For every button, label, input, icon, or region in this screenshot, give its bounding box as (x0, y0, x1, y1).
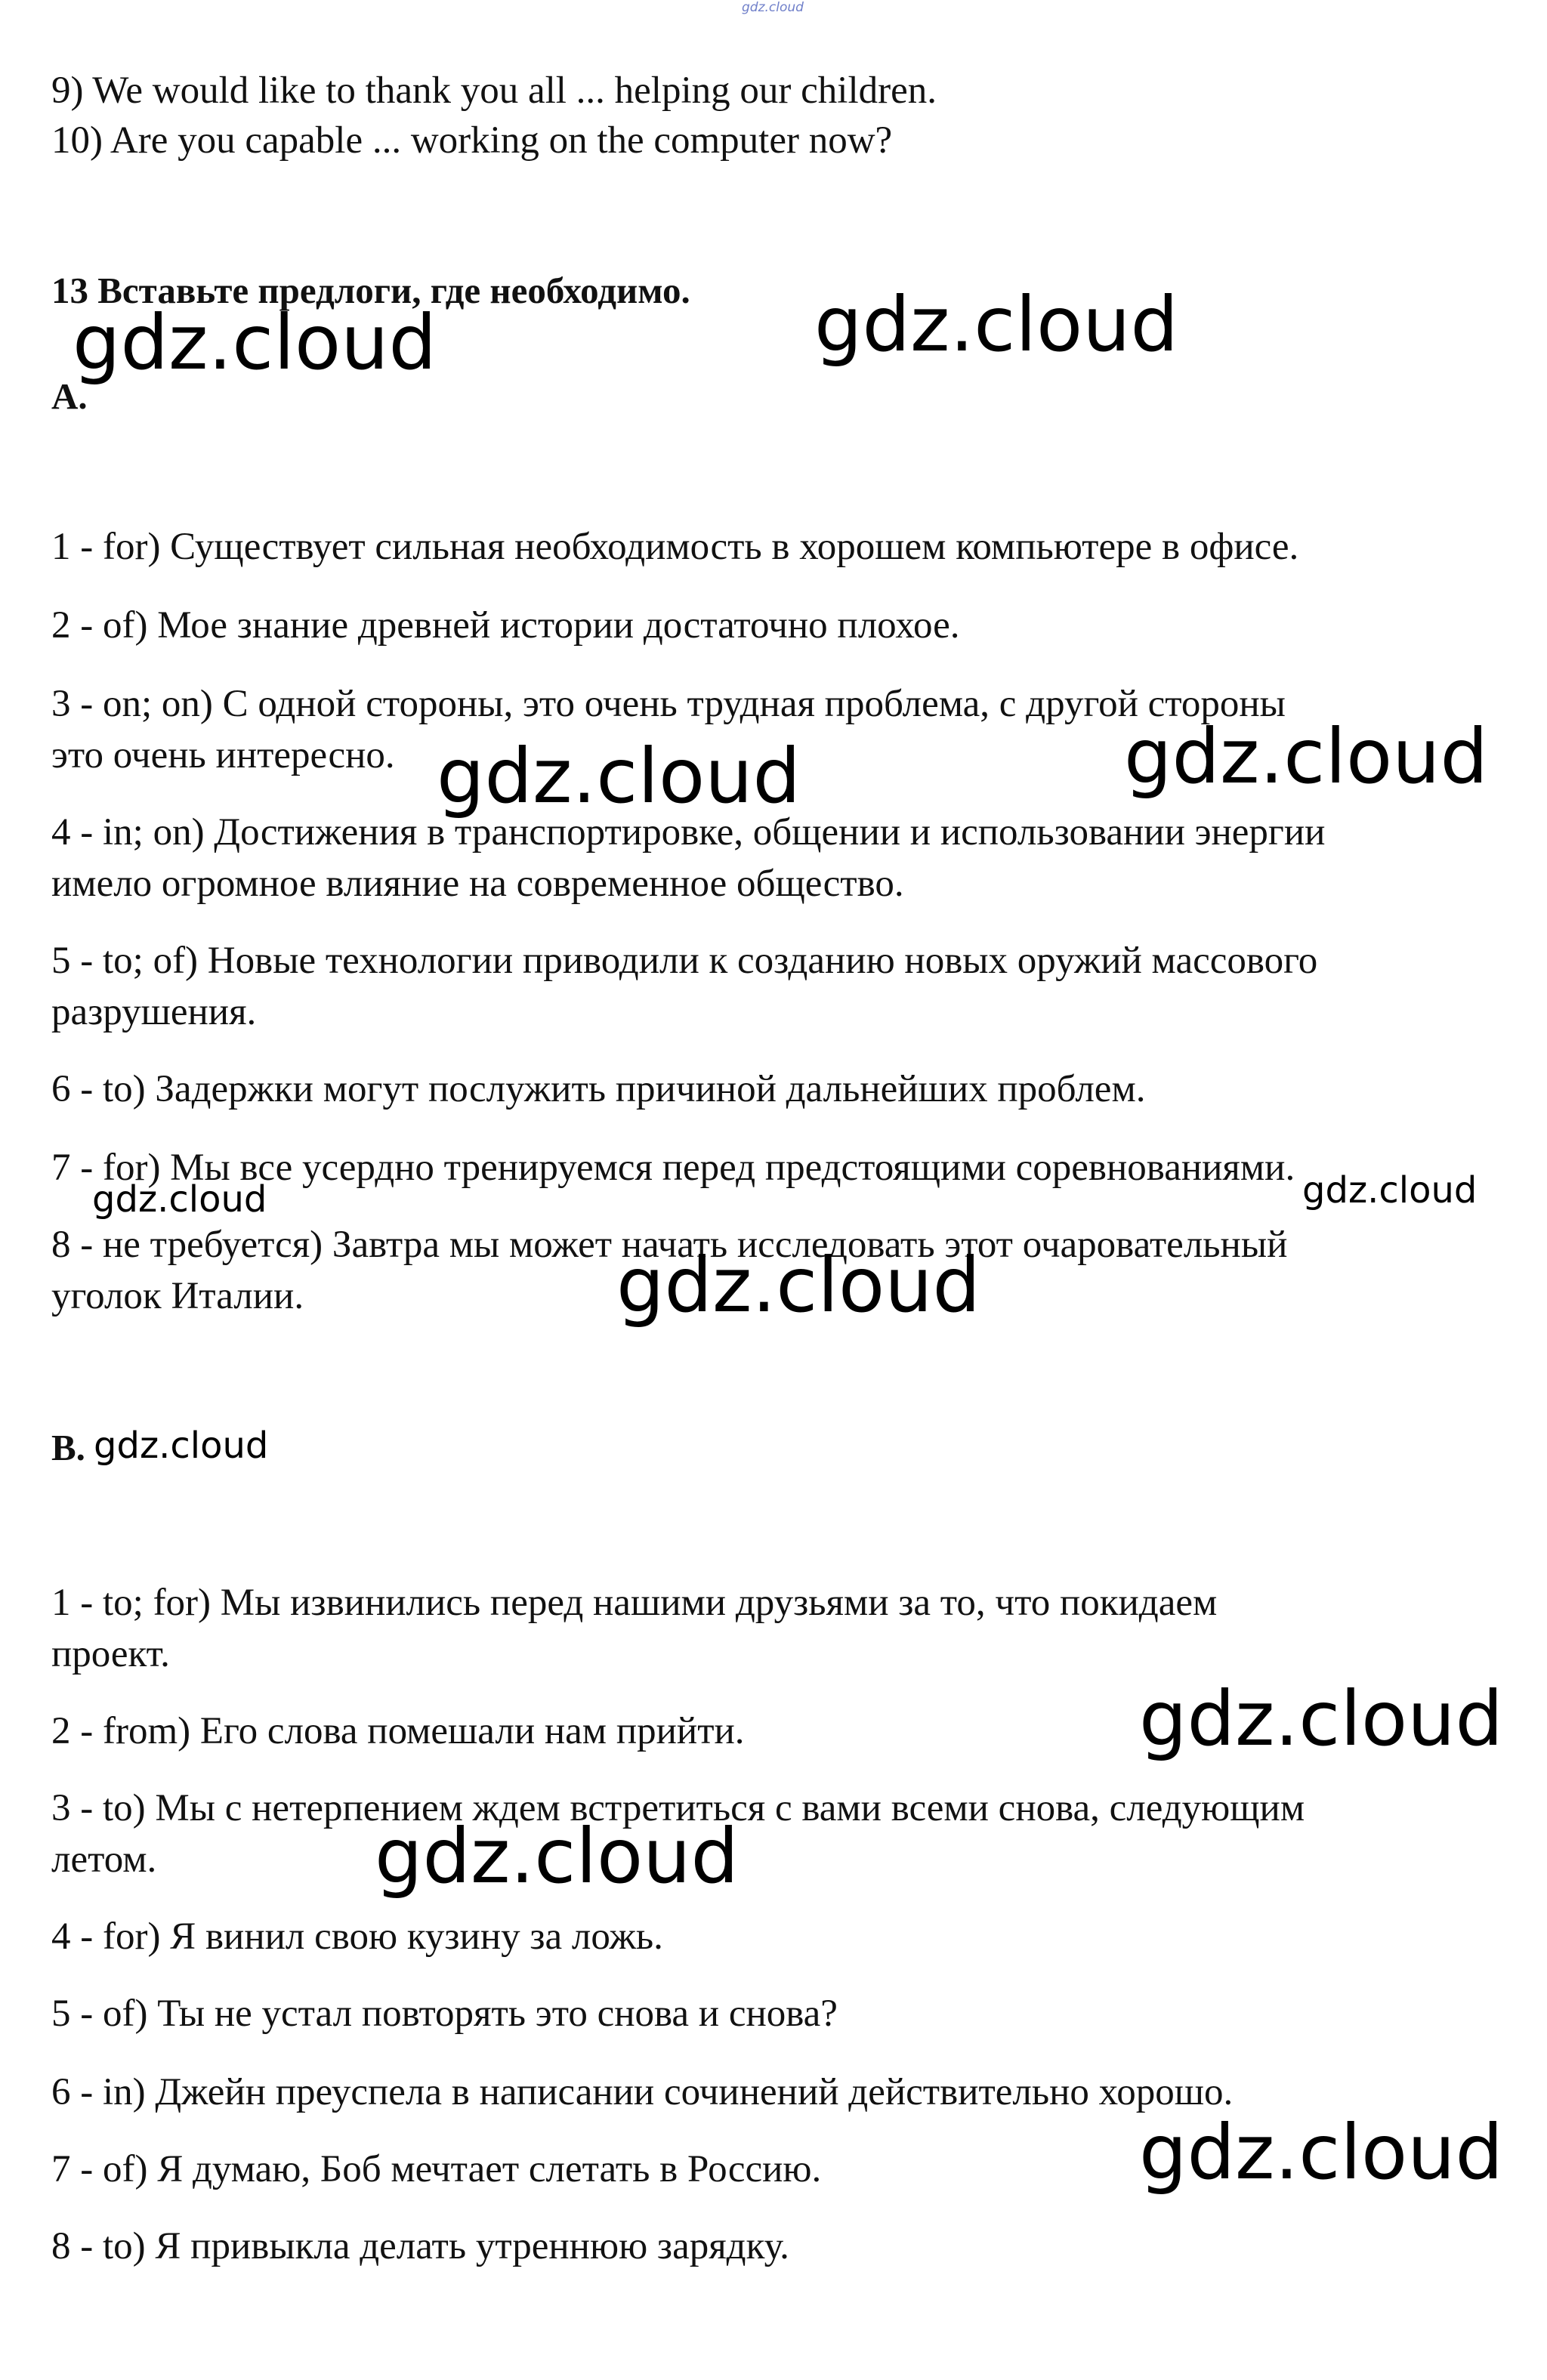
section-b-line: 1 - to; for) Мы извинились перед нашими друзьями за то, что покидаем (51, 1582, 1218, 1624)
section-a-line: 7 - for) Мы все усердно тренируемся перед предстоящими соревнованиями. (51, 1147, 1295, 1189)
exercise-title: 13 Вставьте предлоги, где необходимо. (51, 270, 690, 311)
section-a-line: это очень интересно. (51, 734, 395, 776)
watermark: gdz.cloud (1139, 2108, 1504, 2196)
section-a-line: имело огромное влияние на современное общество. (51, 863, 904, 905)
section-b-line: 5 - of) Ты не устал повторять это снова и снова? (51, 1993, 838, 2035)
section-a-line: 1 - for) Существует сильная необходимость в хорошем компьютере в офисе. (51, 526, 1299, 568)
section-a-line: разрушения. (51, 991, 257, 1033)
prev-item-10: 10) Are you capable ... working on the computer now? (51, 119, 893, 162)
section-b-line: 7 - of) Я думаю, Боб мечтает слетать в Россию. (51, 2148, 822, 2190)
section-a-label: A. (51, 375, 88, 417)
section-b-line: 2 - from) Его слова помешали нам прийти. (51, 1710, 745, 1752)
prev-item-9: 9) We would like to thank you all ... helping our children. (51, 69, 937, 112)
section-b-label: B. (51, 1427, 85, 1468)
top-watermark-stamp: gdz.cloud (742, 0, 804, 15)
section-b-line: 6 - in) Джейн преуспела в написании сочинений действительно хорошо. (51, 2071, 1234, 2113)
watermark: gdz.cloud (1124, 712, 1489, 801)
section-b-line: 8 - to) Я привыкла делать утреннюю зарядку. (51, 2225, 789, 2267)
section-a-line: 6 - to) Задержки могут послужить причиной дальнейших проблем. (51, 1068, 1146, 1110)
section-a-line: 2 - of) Мое знание древней истории достаточно плохое. (51, 604, 960, 647)
section-b-line: летом. (51, 1838, 157, 1881)
watermark: gdz.cloud (1302, 1169, 1478, 1212)
watermark: gdz.cloud (814, 280, 1179, 369)
watermark: gdz.cloud (94, 1425, 269, 1467)
watermark: gdz.cloud (616, 1241, 981, 1329)
section-b-line: 3 - to) Мы с нетерпением ждем встретиться с вами всеми снова, следующим (51, 1787, 1305, 1829)
section-a-line: 8 - не требуется) Завтра мы может начать исследовать этот очаровательный (51, 1224, 1288, 1266)
watermark: gdz.cloud (375, 1812, 740, 1900)
section-a-line: 4 - in; on) Достижения в транспортировке, общении и использовании энергии (51, 811, 1326, 854)
section-a-line: 3 - on; on) С одной стороны, это очень трудная проблема, с другой стороны (51, 683, 1286, 725)
watermark: gdz.cloud (1139, 1675, 1504, 1763)
section-b-line: проект. (51, 1633, 170, 1675)
section-a-line: 5 - to; of) Новые технологии приводили к созданию новых оружий массового (51, 940, 1318, 982)
watermark: gdz.cloud (437, 732, 801, 820)
watermark: gdz.cloud (92, 1178, 267, 1221)
section-b-line: 4 - for) Я винил свою кузину за ложь. (51, 1915, 663, 1958)
section-a-line: уголок Италии. (51, 1275, 304, 1317)
watermark: gdz.cloud (73, 298, 437, 387)
